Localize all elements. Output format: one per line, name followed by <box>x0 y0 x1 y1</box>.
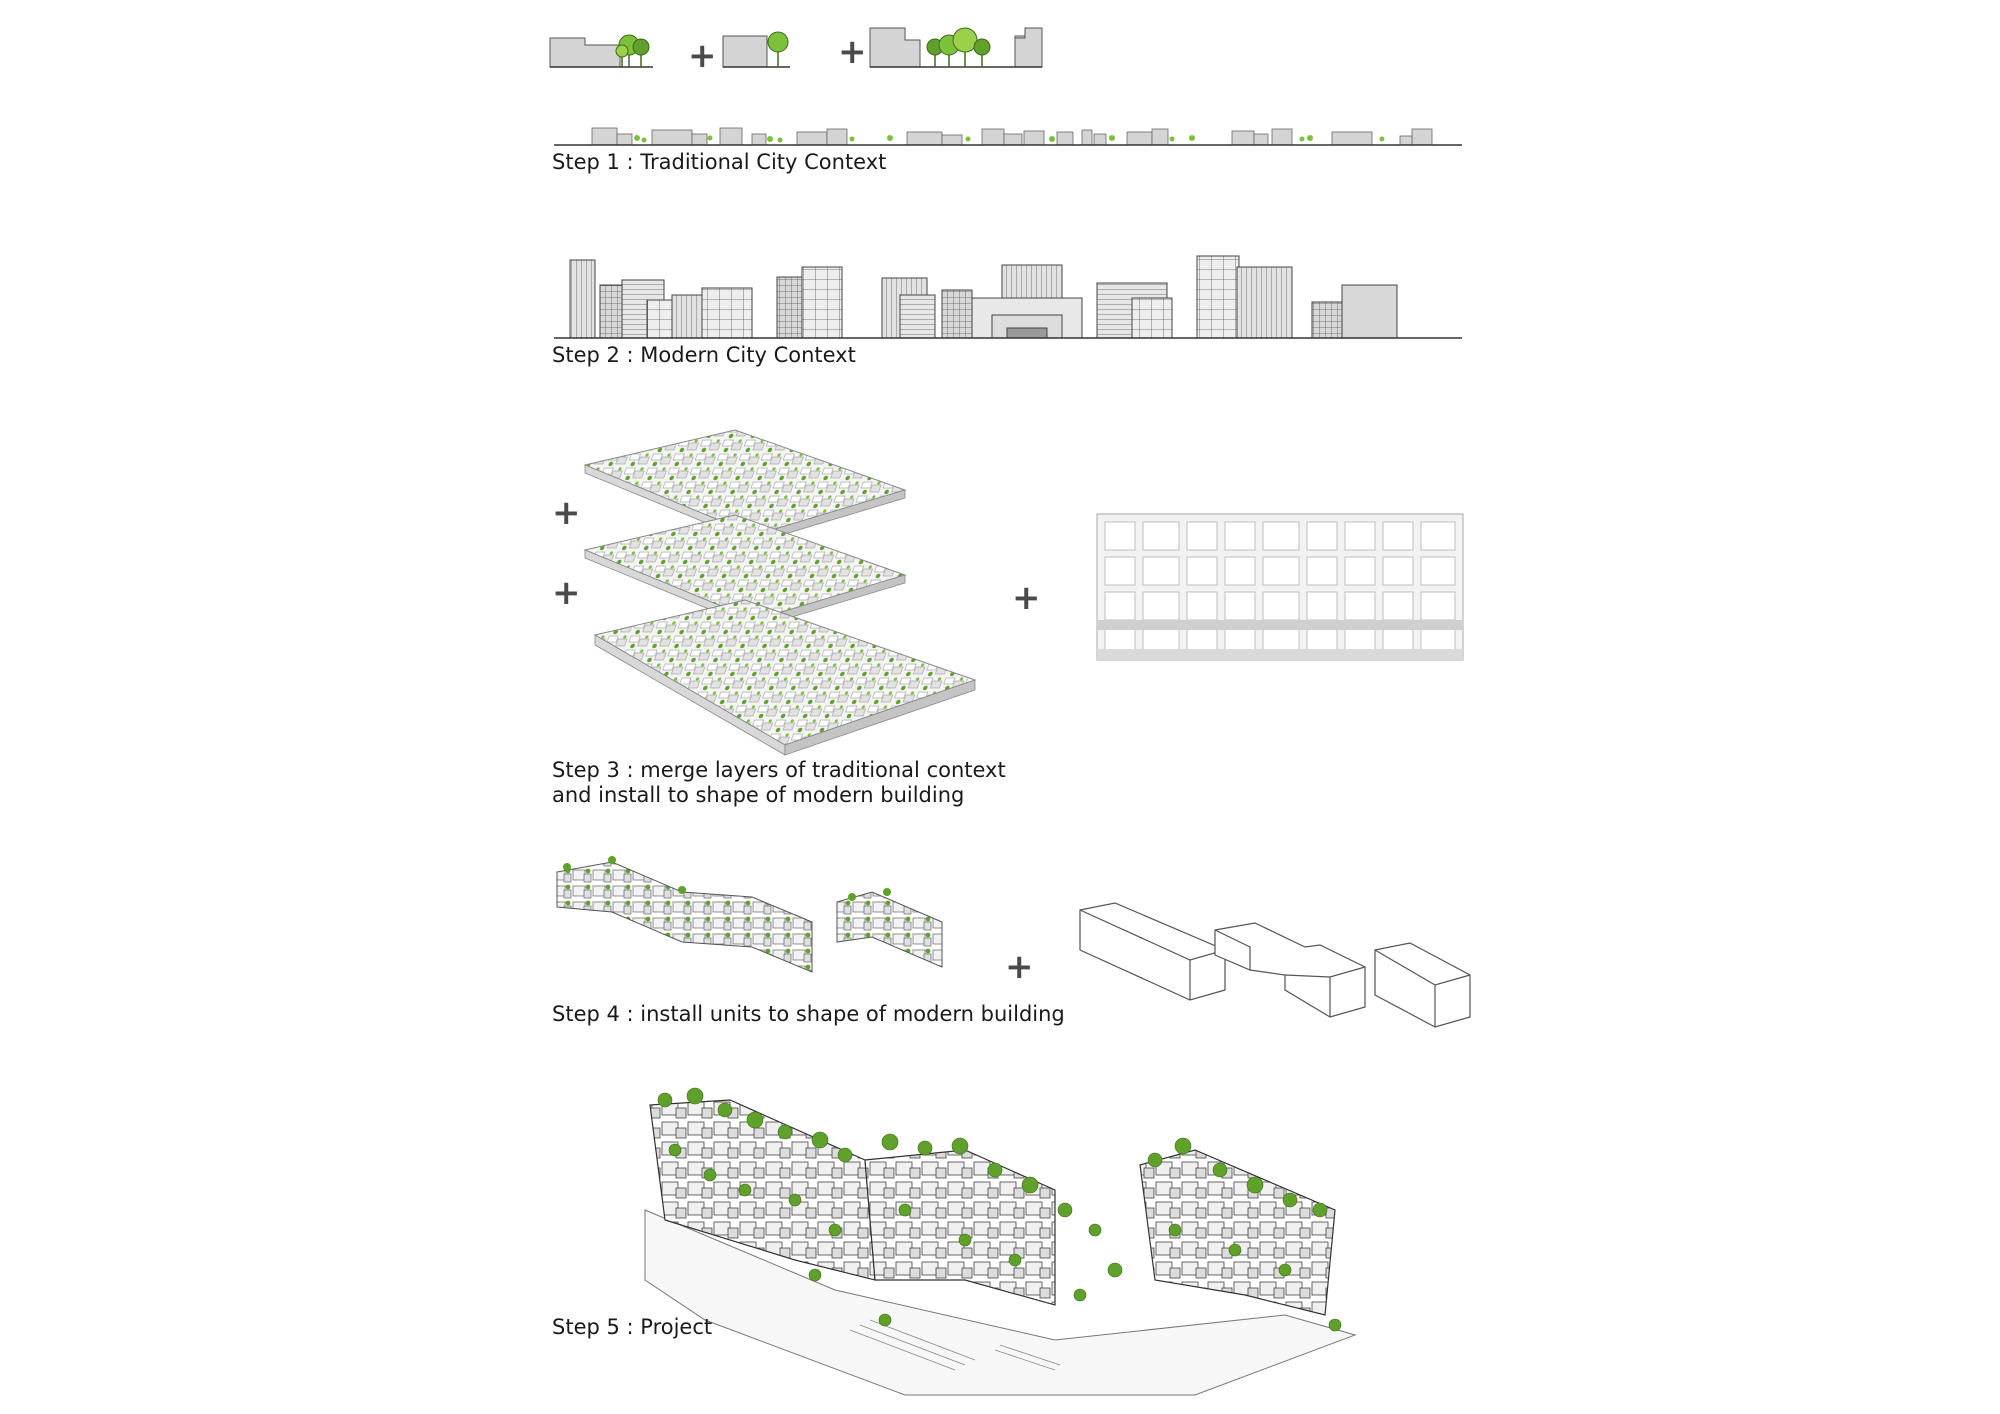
step-5-label: Step 5 : Project <box>552 1315 713 1339</box>
project-axonometric <box>635 1080 1395 1400</box>
step-3-label-line-1: Step 3 : merge layers of traditional context <box>552 758 1006 782</box>
plus-icon: + <box>838 32 867 72</box>
tree-icon <box>768 32 788 67</box>
layer-bottom <box>595 600 975 755</box>
traditional-house-module-3 <box>870 28 1042 67</box>
traditional-elements-diagram <box>545 20 1065 75</box>
traditional-city-skyline <box>552 120 1464 150</box>
step-2-label: Step 2 : Modern City Context <box>552 343 856 367</box>
step-1-label: Step 1 : Traditional City Context <box>552 150 887 174</box>
plus-icon: + <box>552 493 581 533</box>
step-4-label: Step 4 : install units to shape of modern building <box>552 1002 1065 1026</box>
traditional-house-module-2 <box>723 32 790 67</box>
tree-icon <box>633 39 649 67</box>
modern-city-skyline <box>552 250 1464 340</box>
modern-building-volumes <box>1075 895 1475 1035</box>
step-3-label-line-2: and install to shape of modern building <box>552 783 965 807</box>
plus-icon: + <box>1012 578 1041 618</box>
modern-building-frame <box>1095 512 1465 662</box>
traditional-context-layers <box>575 425 985 760</box>
plus-icon: + <box>1005 947 1034 987</box>
tree-icon <box>974 39 990 67</box>
traditional-house-module-1 <box>550 35 653 67</box>
plus-icon: + <box>552 573 581 613</box>
tree-icon <box>953 28 977 67</box>
plus-icon: + <box>688 36 717 76</box>
housing-units-cluster <box>552 852 972 992</box>
